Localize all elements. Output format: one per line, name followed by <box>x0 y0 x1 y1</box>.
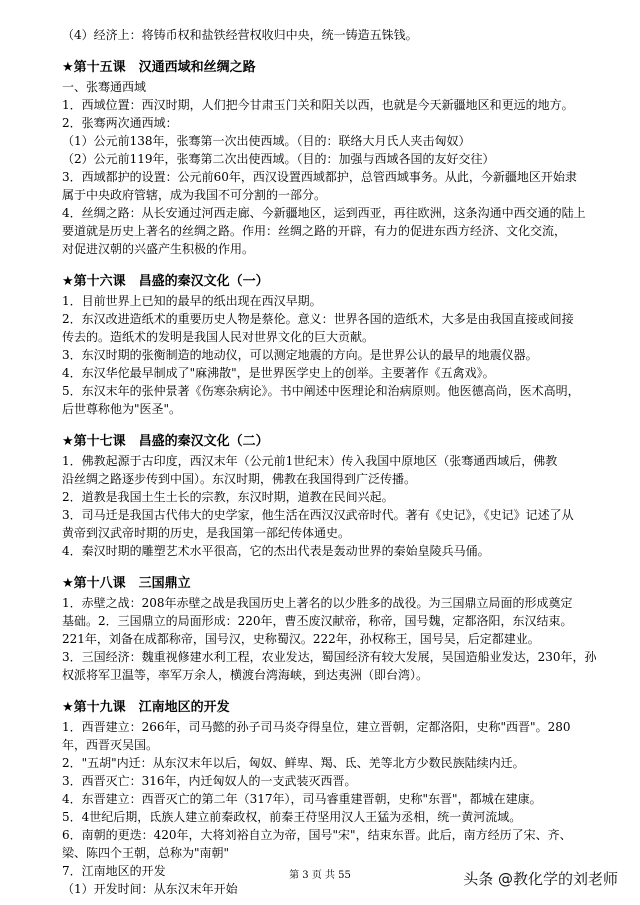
text-line: 3．三国经济：魏重视修建水利工程，农业发达，蜀国经济有较大发展，吴国造船业发达，230年，孙 <box>62 650 597 664</box>
text-line: （1）开发时间：从东汉末年开始 <box>62 882 238 896</box>
text-line: 5．东汉末年的张仲景著《伤寒杂病论》。书中阐述中医理论和治病原则。他医德高尚，医术高明， <box>62 384 580 398</box>
text-line: 3．西晋灭亡：316年，内迁匈奴人的一支武装灭西晋。 <box>62 774 357 788</box>
text-line: 4．东汉华佗最早制成了"麻沸散"，是世界医学史上的创举。主要著作《五禽戏》。 <box>62 366 495 380</box>
text-line: （1）公元前138年，张骞第一次出使西域。（目的：联络大月氏人夹击匈奴） <box>62 134 471 148</box>
text-line: 4．秦汉时期的雕塑艺术水平很高，它的杰出代表是轰动世界的秦始皇陵兵马俑。 <box>62 544 490 558</box>
lesson-heading: ★第十六课 昌盛的秦汉文化（一） <box>62 274 269 289</box>
text-line: 2．"五胡"内迁：从东汉末年以后，匈奴、鲜卑、羯、氐、羌等北方少数民族陆续内迁。 <box>62 756 525 770</box>
text-line: 基础。2．三国鼎立的局面形成：220年，曹丕废汉献帝，称帝，国号魏，定都洛阳，东汉结束。 <box>62 614 573 628</box>
text-line: 7．江南地区的开发 <box>62 864 166 878</box>
text-line: 属于中央政府管辖，成为我国不可分割的一部分。 <box>62 188 327 202</box>
watermark: 头条 @教化学的刘老师 <box>463 870 618 888</box>
text-line: 2．东汉改进造纸术的重要历史人物是蔡伦。意义：世界各国的造纸术，大多是由我国直接或间接 <box>62 312 574 326</box>
text-line: 1．西晋建立：266年，司马懿的孙子司马炎夺得皇位，建立晋朝，定都洛阳，史称"西晋"。280 <box>62 720 571 734</box>
text-line: （2）公元前119年，张骞第二次出使西域。（目的：加强与西域各国的友好交往） <box>62 152 495 166</box>
text-line: 1．目前世界上已知的最早的纸出现在西汉早期。 <box>62 294 322 308</box>
text-line: 一、张骞通西域 <box>62 80 147 94</box>
text-line: 权派将军卫温等，率军万余人，横渡台湾海峡，到达夷洲（即台湾）。 <box>62 668 429 682</box>
text-line: 3．东汉时期的张衡制造的地动仪，可以测定地震的方向。是世界公认的最早的地震仪器。 <box>62 348 538 362</box>
text-line: 5．4世纪后期，氐族人建立前秦政权，前秦王苻坚用汉人王猛为丞相，统一黄河流域。 <box>62 810 522 824</box>
text-line: 年，西晋灭吴国。 <box>62 738 159 752</box>
lesson-heading: ★第十八课 三国鼎立 <box>62 576 191 591</box>
text-line: 1．赤壁之战：208年赤壁之战是我国历史上著名的以少胜多的战役。为三国鼎立局面的形成奠定 <box>62 596 573 610</box>
text-line: （4）经济上：将铸币权和盐铁经营权收归中央，统一铸造五铢钱。 <box>62 28 418 42</box>
text-line: 6．南朝的更迭：420年，大将刘裕自立为帝，国号"宋"，结束东晋。此后，南方经历了宋、齐、 <box>62 828 572 842</box>
text-line: 221年，刘备在成都称帝，国号汉，史称蜀汉。222年，孙权称王，国号吴，后定都建业。 <box>62 632 540 646</box>
text-line: 1．佛教起源于古印度，西汉末年（公元前1世纪末）传入我国中原地区（张骞通西域后，佛教 <box>62 454 558 468</box>
text-line: 传去的。造纸术的发明是我国人民对世界文化的巨大贡献。 <box>62 330 375 344</box>
text-line: 2．张骞两次通西域： <box>62 116 178 130</box>
text-line: 2．道教是我国土生土长的宗教，东汉时期，道教在民间兴起。 <box>62 490 394 504</box>
text-line: 沿丝绸之路逐步传到中国）。东汉时期，佛教在我国得到广泛传播。 <box>62 472 417 486</box>
text-line: 梁、陈四个王朝，总称为"南朝" <box>62 846 230 860</box>
text-line: 4．丝绸之路：从长安通过河西走廊、今新疆地区，运到西亚，再往欧洲，这条沟通中西交通的陆上 <box>62 206 586 220</box>
text-line: 1．西域位置：西汉时期，人们把今甘肃玉门关和阳关以西，也就是今天新疆地区和更远的地方。 <box>62 98 574 112</box>
text-line: 3．司马迁是我国古代伟大的史学家，他生活在西汉汉武帝时代。著有《史记》，《史记》记述了从 <box>62 508 574 522</box>
lesson-heading: ★第十七课 昌盛的秦汉文化（二） <box>62 434 269 449</box>
lesson-heading: ★第十五课 汉通西域和丝绸之路 <box>62 60 256 75</box>
document-body <box>62 26 608 898</box>
text-line: 3．西域都护的设置：公元前60年，西汉设置西域都护，总管西域事务。从此，今新疆地区开始隶 <box>62 170 577 184</box>
text-line: 对促进汉朝的兴盛产生积极的作用。 <box>62 242 255 256</box>
text-line: 要道就是历史上著名的丝绸之路。作用：丝绸之路的开辟，有力的促进东西方经济、文化交流， <box>62 224 567 238</box>
page-number: 第 3 页 共 55 <box>289 870 351 881</box>
text-line: 4．东晋建立：西晋灭亡的第二年（317年），司马睿重建晋朝，史称"东晋"，都城在建康。 <box>62 792 542 806</box>
text-line: 后世尊称他为"医圣"。 <box>62 402 182 416</box>
text-line: 黄帝到汉武帝时期的历史，是我国第一部纪传体通史。 <box>62 526 351 540</box>
lesson-heading: ★第十九课 江南地区的开发 <box>62 700 230 715</box>
